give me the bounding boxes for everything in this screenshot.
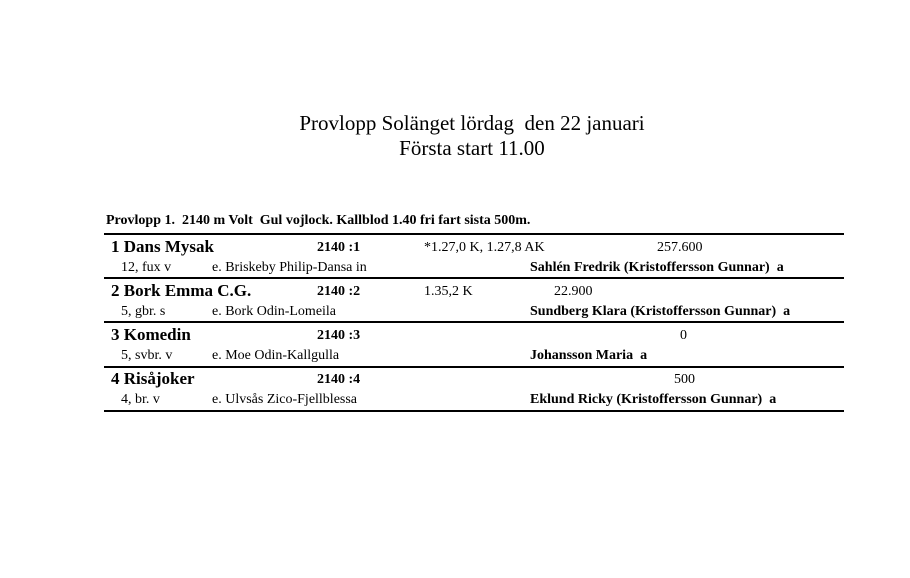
horse-driver: Sahlén Fredrik (Kristoffersson Gunnar) a: [530, 260, 784, 275]
divider: [104, 277, 844, 279]
horse-driver: Eklund Ricky (Kristoffersson Gunnar) a: [530, 392, 777, 407]
horse-pedigree: e. Briskeby Philip-Dansa in: [212, 260, 367, 275]
horse-name: 2 Bork Emma C.G.: [111, 281, 252, 300]
horse-pedigree: e. Bork Odin-Lomeila: [212, 304, 337, 319]
horse-name: 1 Dans Mysak: [111, 237, 214, 256]
horse-name: 3 Komedin: [111, 325, 191, 344]
horse-prize: 0: [680, 328, 687, 343]
divider: [104, 321, 844, 323]
horse-age-sex: 5, gbr. s: [121, 304, 166, 319]
horse-prize: 22.900: [554, 284, 593, 299]
horse-age-sex: 12, fux v: [121, 260, 172, 275]
horse-distance: 2140 :2: [317, 284, 361, 299]
page-title: Provlopp Solänget lördag den 22 januari: [299, 111, 645, 135]
divider: [104, 233, 844, 235]
horse-pedigree: e. Moe Odin-Kallgulla: [212, 348, 340, 363]
page-subtitle: Första start 11.00: [399, 136, 545, 160]
race-heading: Provlopp 1. 2140 m Volt Gul vojlock. Kallblod 1.40 fri fart sista 500m.: [106, 213, 531, 228]
horse-prize: 500: [674, 372, 695, 387]
horse-prize: 257.600: [657, 240, 703, 255]
horse-pedigree: e. Ulvsås Zico-Fjellblessa: [212, 392, 358, 407]
horse-age-sex: 4, br. v: [121, 392, 160, 407]
horse-distance: 2140 :4: [317, 372, 361, 387]
divider: [104, 366, 844, 368]
horse-driver: Sundberg Klara (Kristoffersson Gunnar) a: [530, 304, 791, 319]
divider: [104, 410, 844, 412]
horse-record: 1.35,2 K: [424, 284, 473, 299]
horse-age-sex: 5, svbr. v: [121, 348, 173, 363]
horse-driver: Johansson Maria a: [530, 348, 648, 363]
horse-distance: 2140 :3: [317, 328, 361, 343]
horse-name: 4 Risåjoker: [111, 369, 195, 388]
horse-record: *1.27,0 K, 1.27,8 AK: [424, 240, 545, 255]
horse-distance: 2140 :1: [317, 240, 361, 255]
